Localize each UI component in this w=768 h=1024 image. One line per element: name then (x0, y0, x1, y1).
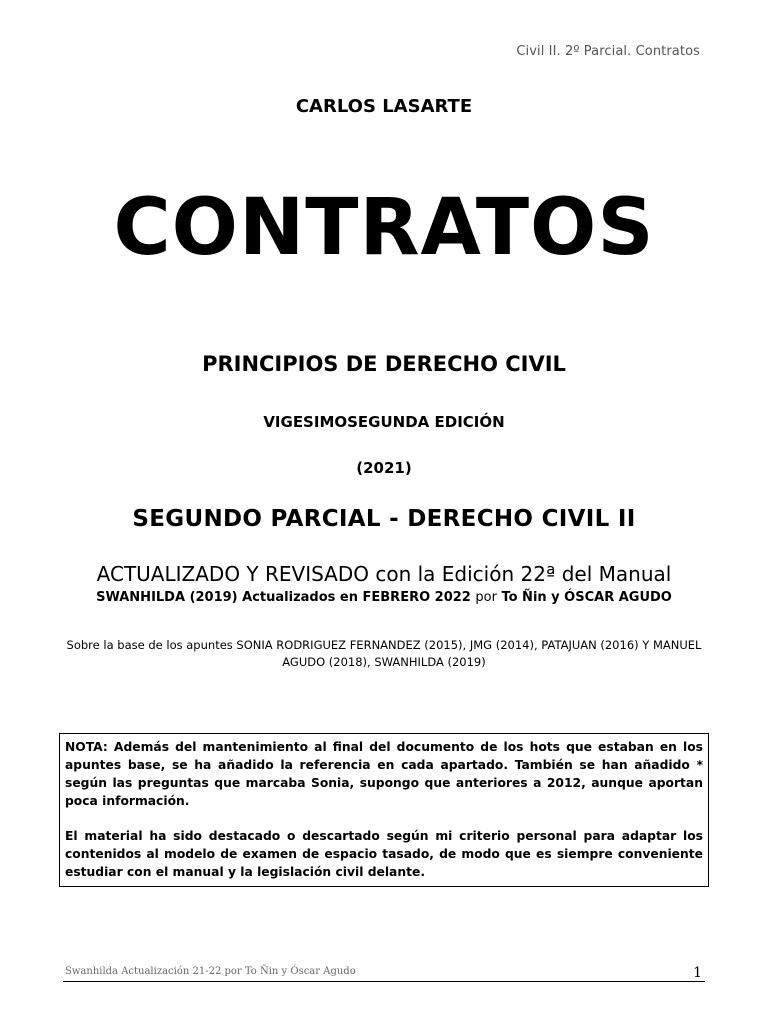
document-title: CONTRATOS (113, 183, 655, 273)
footer-credit: Swanhilda Actualización 21-22 por To Ñin y Óscar Agudo (65, 966, 356, 977)
note-paragraph-1: NOTA: Además del mantenimiento al final del documento de los hots que estaban en los apuntes base, se ha añadido la referencia en cada apartado. También se han añadido * según las preguntas que marcaba Sonia, supongo que anteriores a 2012, aunque aportan poca información. (65, 740, 703, 808)
update-detail (0, 590, 768, 605)
update-detail-part2: To Ñin y ÓSCAR AGUDO (496, 590, 672, 605)
edition-year: (2021) (356, 459, 412, 477)
note-paragraph-2: El material ha sido destacado o descartado según mi criterio personal para adaptar los contenidos al modelo de examen de espacio tasado, de modo que es siempre conveniente estudiar con el manual y la legislación civil delante. (65, 829, 703, 879)
note-box (59, 733, 709, 887)
update-statement: ACTUALIZADO Y REVISADO con la Edición 22ª del Manual (96, 562, 672, 586)
footer-divider (63, 981, 705, 982)
edition-label: VIGESIMOSEGUNDA EDICIÓN (263, 413, 505, 431)
book-subtitle: PRINCIPIOS DE DERECHO CIVIL (202, 352, 566, 376)
course-title: SEGUNDO PARCIAL - DERECHO CIVIL II (132, 506, 636, 532)
update-detail-por: por (475, 590, 497, 605)
author-name: CARLOS LASARTE (295, 96, 473, 117)
update-detail-part1: SWANHILDA (2019) Actualizados en FEBRERO 2022 (96, 590, 476, 605)
sources-note: Sobre la base de los apuntes SONIA RODRIGUEZ FERNANDEZ (2015), JMG (2014), PATAJUAN (2016) Y MANUEL AGUDO (2018), SWANHILDA (2019) (66, 638, 702, 669)
page-number: 1 (693, 965, 702, 981)
running-header: Civil II. 2º Parcial. Contratos (516, 44, 700, 59)
